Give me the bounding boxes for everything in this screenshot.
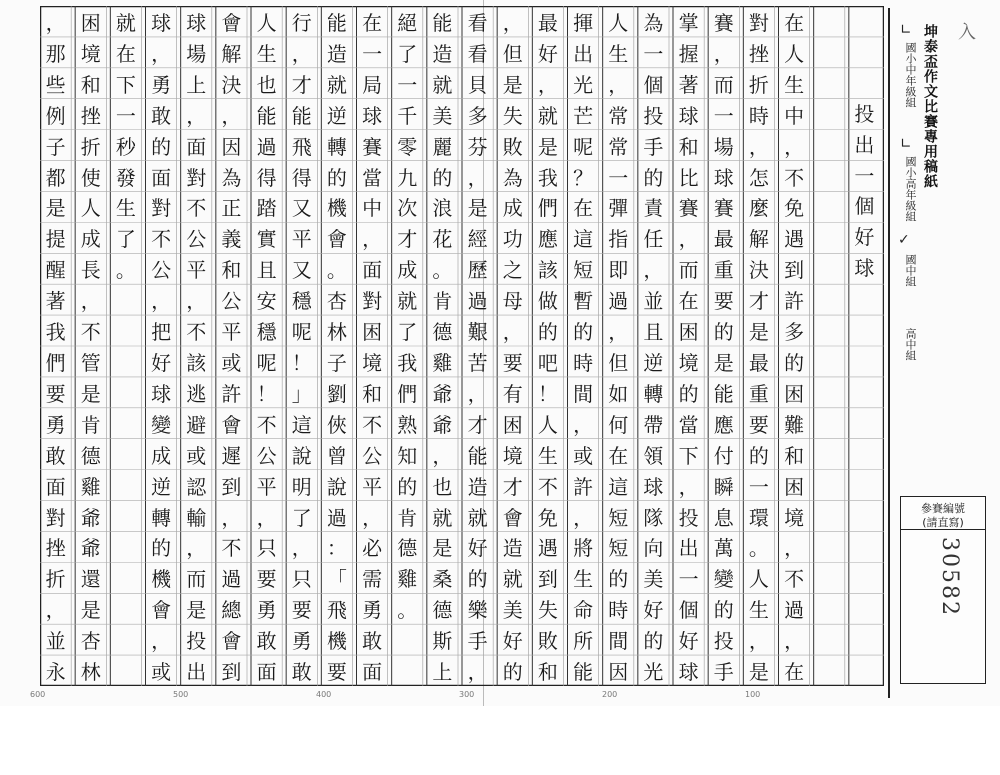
essay-column: 掌 握 著 球 和 比 賽 ， 而 在 困 境 的 當 下 ， 投 出 一 個 好 球 bbox=[678, 11, 699, 684]
essay-column: 賽 ， 而 一 場 球 賽 最 重 要 的 是 能 應 付 瞬 息 萬 變 的 投 手 bbox=[713, 11, 734, 684]
checkbox-empty-icon: ∟ bbox=[900, 136, 912, 152]
essay-column: 球 ， 勇 敢 的 面 對 不 公 ， 把 好 球 變 成 逆 轉 的 機 會 ， 或 bbox=[151, 11, 172, 684]
essay-column: 最 好 ， 就 是 我 們 應 該 做 的 吧 ！ 人 生 不 免 遇 到 失 敗 和 bbox=[537, 11, 558, 684]
manuscript-grid bbox=[40, 6, 884, 686]
essay-title: 投 出 一 個 好 球 bbox=[854, 101, 875, 281]
char-count-300: 300 bbox=[459, 690, 475, 699]
checkbox-empty-icon: ∟ bbox=[900, 22, 912, 38]
check-mark-icon: ✓ bbox=[898, 232, 910, 248]
entry-label-hint: (請直寫) bbox=[922, 516, 964, 529]
char-count-400: 400 bbox=[316, 690, 332, 699]
category-elementary-upper: 國小高年級組 bbox=[904, 156, 917, 222]
corner-handwritten-note: 入 bbox=[958, 22, 976, 43]
char-count-500: 500 bbox=[173, 690, 189, 699]
essay-column: 人 生 ， 常 常 一 彈 指 即 過 ， 但 如 何 在 這 短 短 的 時 間 因 bbox=[608, 11, 629, 684]
essay-column: 在 一 局 球 賽 當 中 ， 面 對 困 境 和 不 公 平 ， 必 需 勇 敢 面 bbox=[362, 11, 383, 684]
essay-column: ， 那 些 例 子 都 是 提 醒 著 我 們 要 勇 敢 面 對 挫 折 ， 並 永 bbox=[45, 11, 66, 684]
char-count-200: 200 bbox=[602, 690, 618, 699]
essay-column: 會 解 決 ， 因 為 正 義 和 公 平 或 許 會 遲 到 ， 不 過 總 會 到 bbox=[221, 11, 242, 684]
category-elementary-middle: 國小中年級組 bbox=[904, 42, 917, 108]
essay-column: 行 ， 才 能 飛 得 又 平 又 穩 呢 ！ 」 這 說 明 了 ， 只 要 勇 敢 bbox=[291, 11, 312, 684]
essay-column: 困 境 和 挫 折 使 人 成 長 ， 不 管 是 肯 德 雞 爺 爺 還 是 杏 林 bbox=[80, 11, 101, 684]
essay-column: ， 但 是 失 敗 為 成 功 之 母 ， 要 有 困 境 才 會 造 就 美 好 的 bbox=[502, 11, 523, 684]
entry-divider bbox=[901, 529, 985, 530]
essay-column bbox=[816, 8, 843, 684]
essay-column: 能 造 就 美 麗 的 浪 花 。 肯 德 雞 爺 爺 ， 也 就 是 桑 德 斯 上 bbox=[432, 11, 453, 684]
entry-label: 參賽編號 bbox=[921, 502, 965, 515]
essay-column: 為 一 個 投 手 的 責 任 ， 並 且 逆 轉 帶 領 球 隊 向 美 好 的 光 bbox=[643, 11, 664, 684]
sheet-title: 坤泰盃作文比賽專用稿紙 bbox=[922, 24, 938, 189]
essay-column: 揮 出 光 芒 呢 ？ 在 這 短 暫 的 時 間 ， 或 許 ， 將 生 命 所 能 bbox=[573, 11, 594, 684]
essay-column: 看 看 貝 多 芬 ， 是 經 歷 過 艱 苦 ， 才 能 造 就 好 的 樂 手 ， bbox=[467, 11, 488, 684]
entry-number: 30582 bbox=[937, 537, 962, 617]
essay-column: 絕 了 一 千 零 九 次 才 成 就 了 我 們 熟 知 的 肯 德 雞 。 bbox=[397, 11, 418, 623]
essay-column: 在 人 生 中 ， 不 免 遇 到 許 多 的 困 難 和 困 境 ， 不 過 ， 在 bbox=[784, 11, 805, 684]
category-senior-high: 高中組 bbox=[904, 328, 917, 361]
essay-column: 就 在 下 一 秒 發 生 了 。 bbox=[115, 11, 136, 283]
essay-column: 球 場 上 ， 面 對 不 公 平 ， 不 該 逃 避 或 認 輸 ， 而 是 投 出 bbox=[186, 11, 207, 684]
char-count-600: 600 bbox=[30, 690, 46, 699]
essay-column: 對 挫 折 時 ， 怎 麼 解 決 才 是 最 重 要 的 一 環 。 人 生 ， 是 bbox=[748, 11, 769, 684]
category-junior-high: 國中組 bbox=[904, 254, 917, 287]
essay-column: 人 生 也 能 過 得 踏 實 且 安 穩 呢 ！ 不 公 平 ， 只 要 勇 敢 面 bbox=[256, 11, 277, 684]
entry-number-box bbox=[900, 496, 986, 684]
char-count-100: 100 bbox=[745, 690, 761, 699]
essay-column: 能 造 就 逆 轉 的 機 會 。 杏 林 子 劉 俠 曾 說 過 ： 「 飛 機 要 bbox=[326, 11, 347, 684]
